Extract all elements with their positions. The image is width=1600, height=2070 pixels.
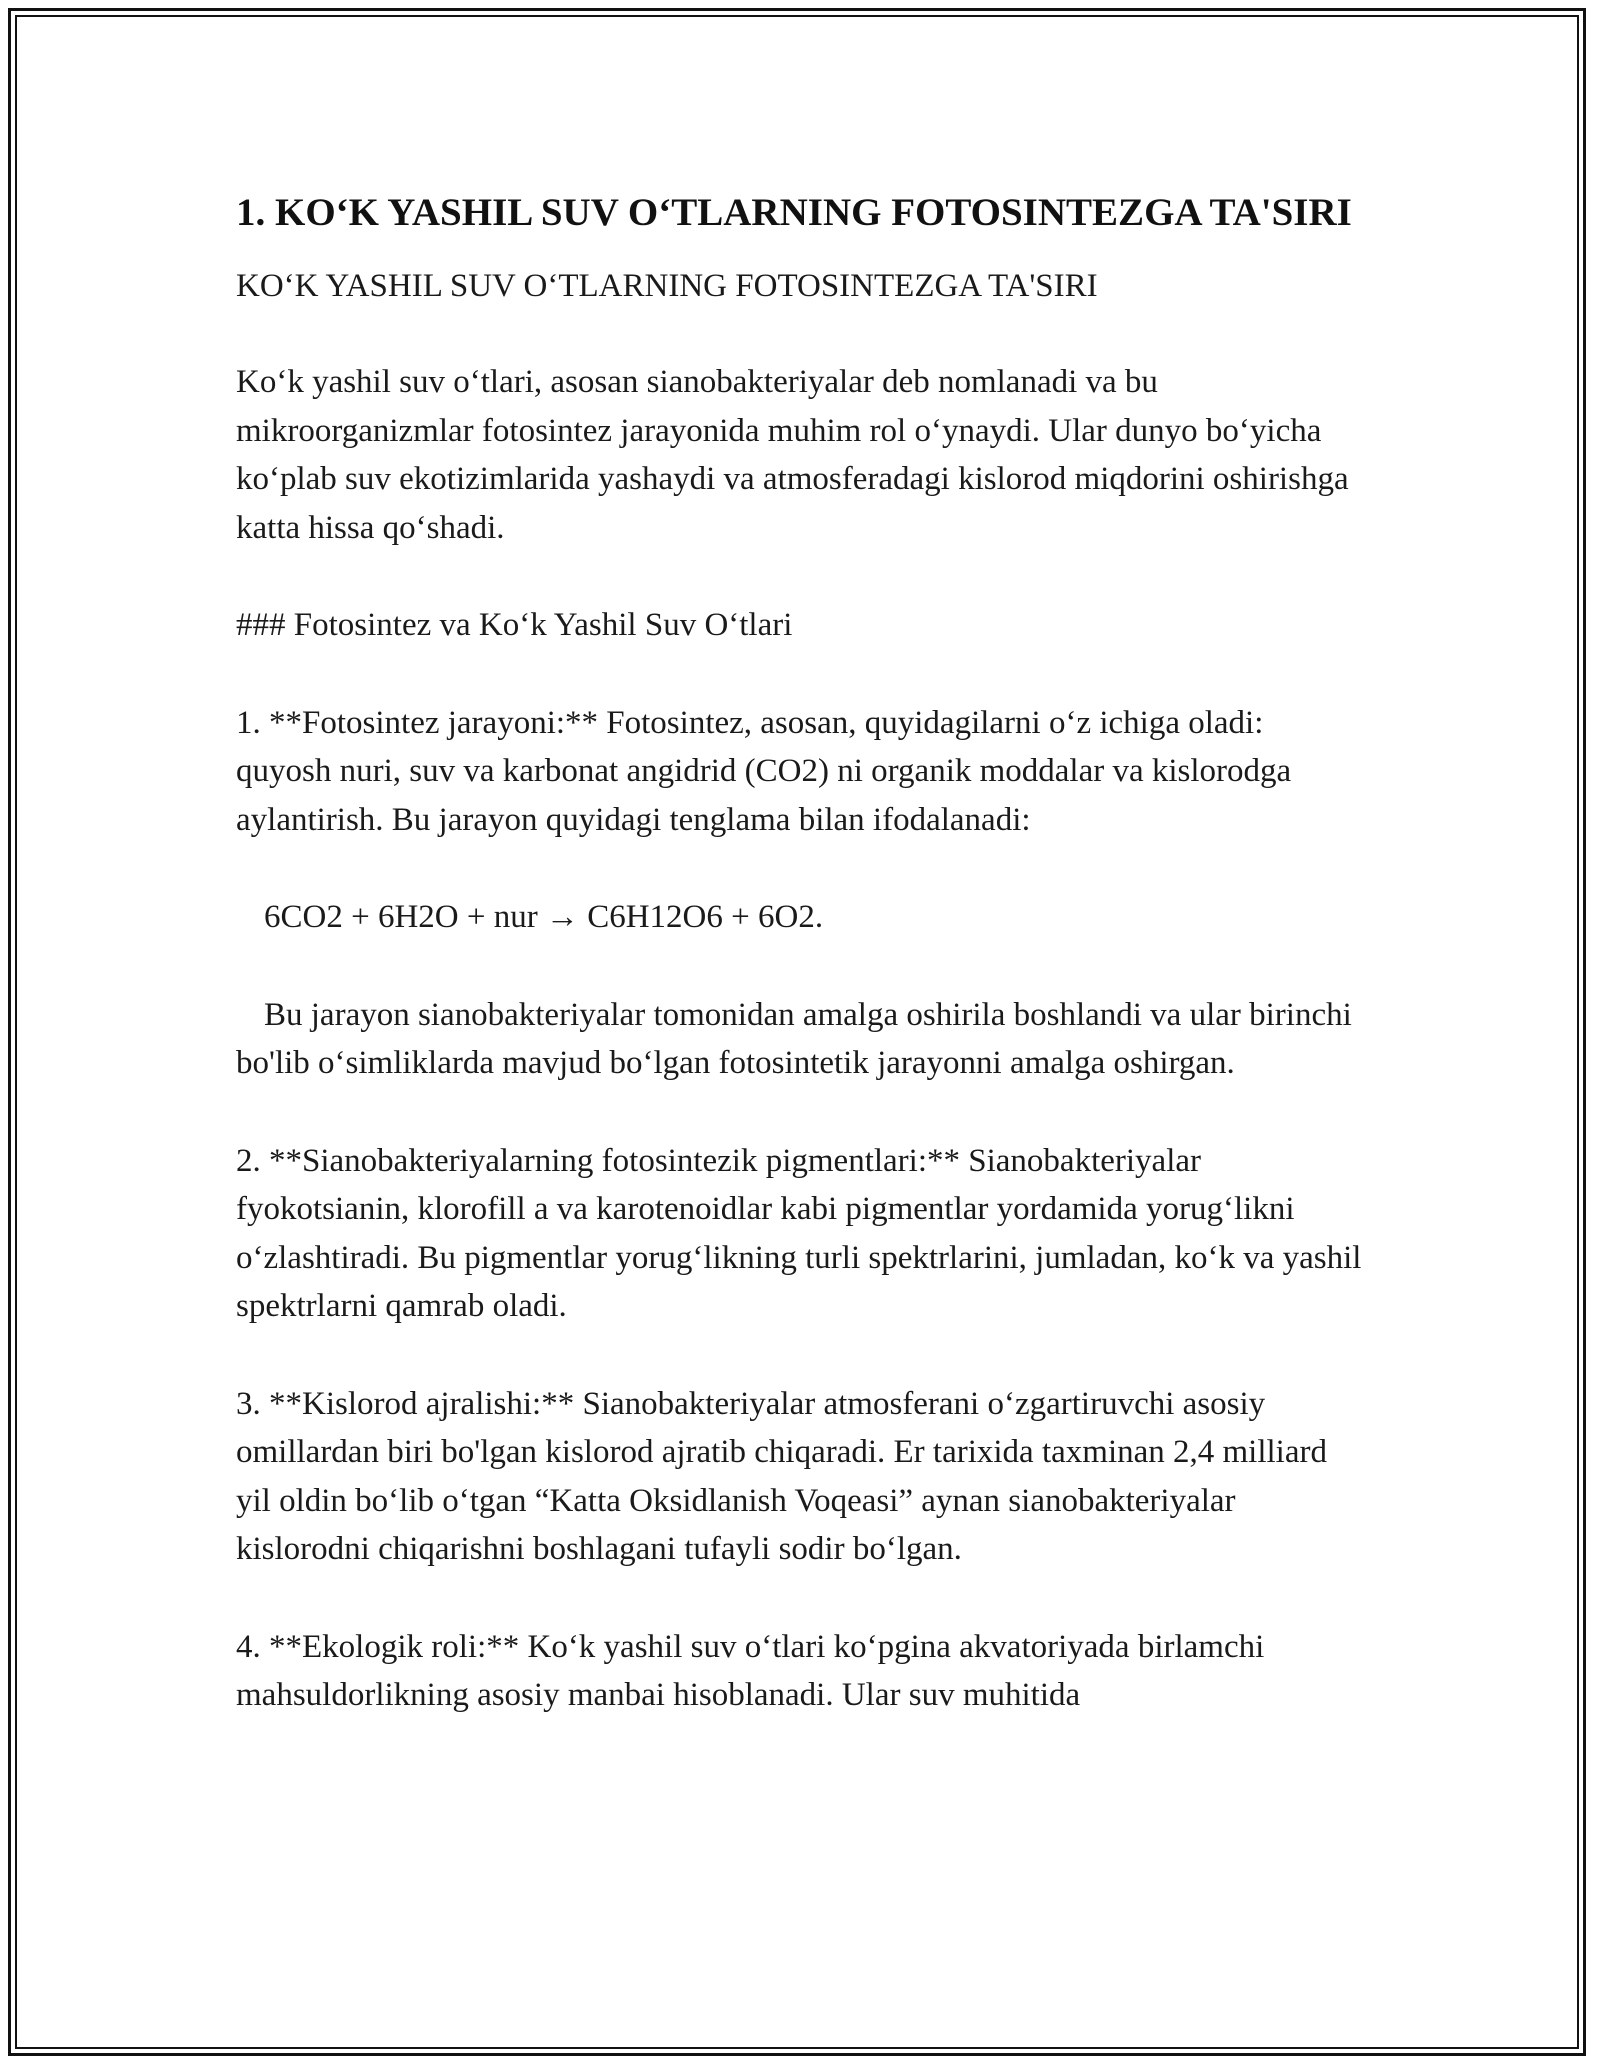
document-body [236,186,1366,1769]
list-item-4: 4. **Ekologik roli:** Ko‘k yashil suv o‘tlari ko‘pgina akvatoriyada birlamchi mahsuldorlikning asosiy manbai hisoblanadi. Ular suv muhitida [236,1628,1265,1713]
document-heading: 1. KO‘K YASHIL SUV O‘TLARNING FOTOSINTEZGA TA'SIRI [236,191,1352,234]
list-item-3: 3. **Kislorod ajralishi:** Sianobakteriyalar atmosferani o‘zgartiruvchi asosiy omillardan biri bo'lgan kislorod ajratib chiqaradi. Er tarixida taxminan 2,4 milliard yil oldin bo‘lib o‘tgan “Katta Oksidlanish Voqeasi” aynan sianobakteriyalar kislorodni chiqarishni boshlagani tufayli sodir bo‘lgan. [236,1385,1327,1567]
list-item-2: 2. **Sianobakteriyalarning fotosintezik pigmentlari:** Sianobakteriyalar fyokotsianin, klorofill a va karotenoidlar kabi pigmentlar yordamida yorug‘likni o‘zlashtiradi. Bu pigmentlar yorug‘likning turli spektrlarini, jumladan, ko‘k va yashil spektrlarni qamrab oladi. [236,1142,1362,1324]
list-item-1-continued: Bu jarayon sianobakteriyalar tomonidan amalga oshirila boshlandi va ular birinchi bo'lib o‘simliklarda mavjud bo‘lgan fotosintetik jarayonni amalga oshirgan. [236,996,1352,1081]
document-subtitle: KO‘K YASHIL SUV O‘TLARNING FOTOSINTEZGA TA'SIRI [236,268,1098,304]
section-heading: ### Fotosintez va Ko‘k Yashil Suv O‘tlari [236,607,793,643]
intro-paragraph: Ko‘k yashil suv o‘tlari, asosan sianobakteriyalar deb nomlanadi va bu mikroorganizmlar fotosintez jarayonida muhim rol o‘ynaydi. Ular dunyo bo‘yicha ko‘plab suv ekotizimlarida yashaydi va atmosferadagi kislorod miqdorini oshirishga katta hissa qo‘shadi. [236,364,1349,546]
list-item-1: 1. **Fotosintez jarayoni:** Fotosintez, asosan, quyidagilarni o‘z ichiga oladi: quyosh nuri, suv va karbonat angidrid (CO2) ni organik moddalar va kislorodga aylantirish. Bu jarayon quyidagi tenglama bilan ifodalanadi: [236,704,1292,838]
equation: 6CO2 + 6H2O + nur → C6H12O6 + 6O2. [264,899,824,935]
